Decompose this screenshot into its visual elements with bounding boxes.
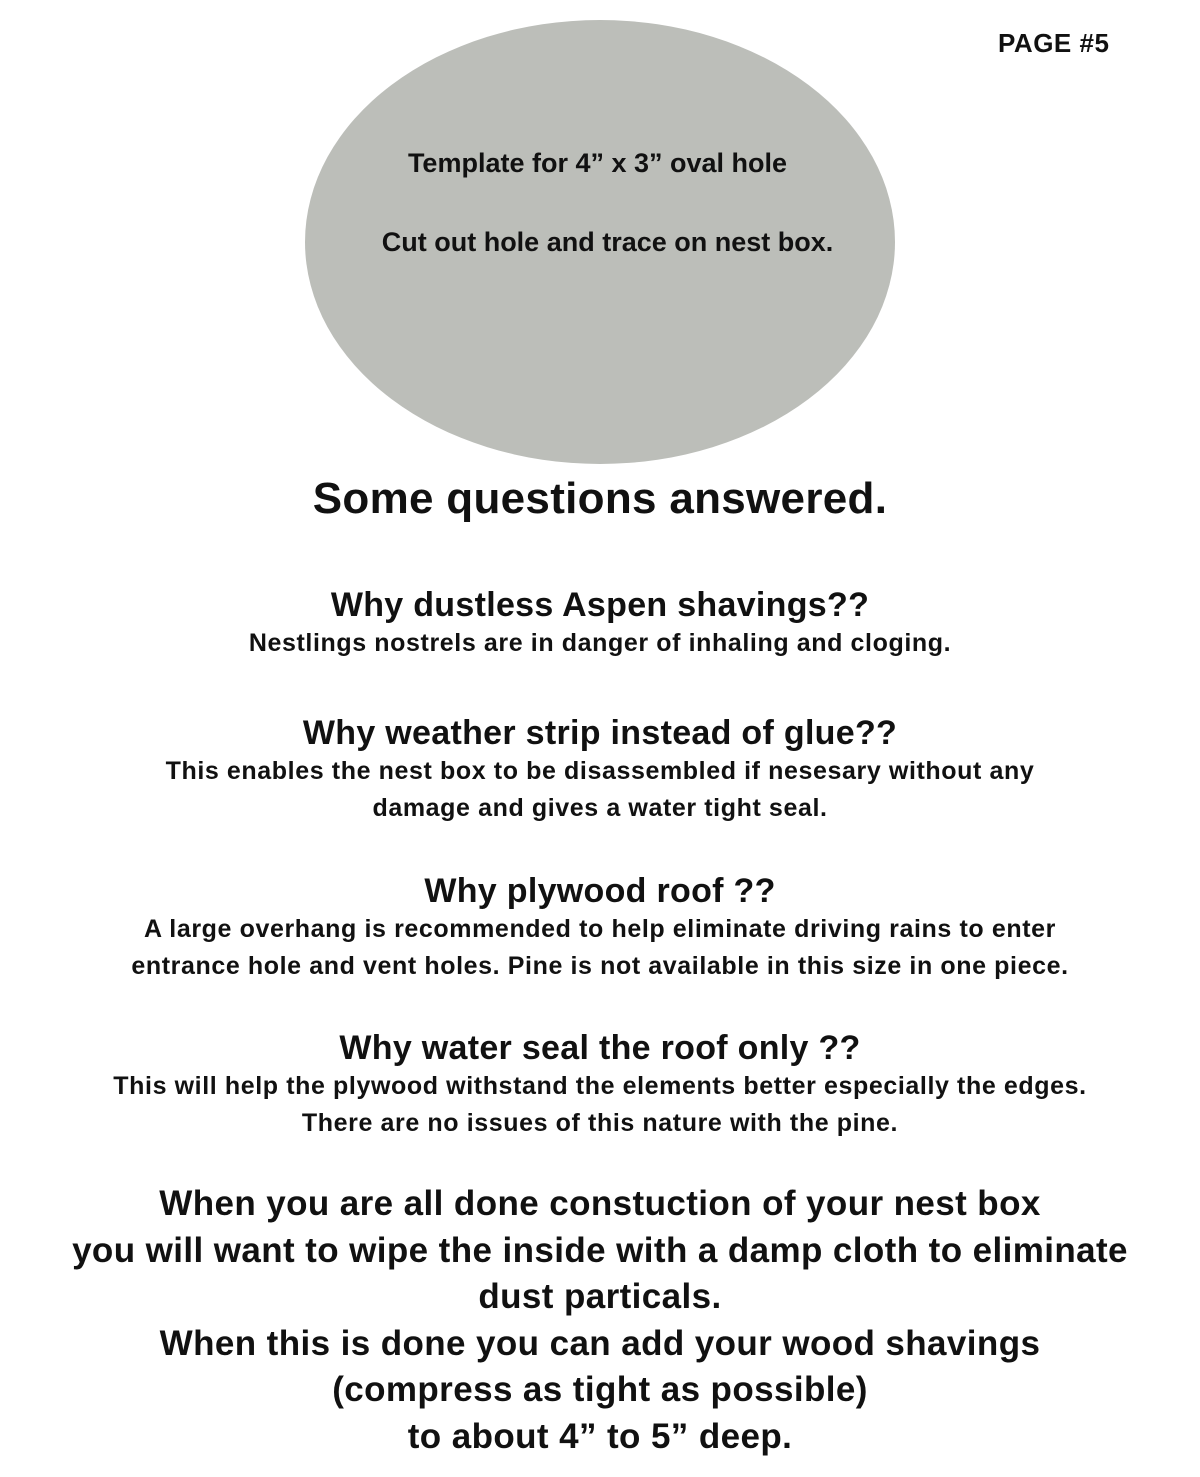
page-number: PAGE #5 <box>998 28 1110 58</box>
answer-line: This will help the plywood withstand the elements better especially the edges. <box>113 1072 1087 1100</box>
closing-line: (compress as tight as possible) <box>332 1370 868 1409</box>
closing-line: you will want to wipe the inside with a damp cloth to eliminate <box>72 1230 1128 1270</box>
answer-line: A large overhang is recommended to help eliminate driving rains to enter <box>144 915 1056 943</box>
question: Why plywood roof ?? <box>424 872 776 910</box>
qa-block-aspen <box>0 585 1200 662</box>
answer-line: entrance hole and vent holes. Pine is not available in this size in one piece. <box>131 952 1069 980</box>
qa-block-plywood-roof <box>0 871 1200 985</box>
question: Why dustless Aspen shavings?? <box>330 586 870 624</box>
answer-line: damage and gives a water tight seal. <box>372 794 828 822</box>
closing-instructions <box>0 1181 1200 1460</box>
template-caption: Template for 4” x 3” oval hole <box>407 148 788 178</box>
question: Why water seal the roof only ?? <box>339 1029 861 1067</box>
section-heading: Some questions answered. <box>312 474 888 523</box>
qa-block-water-seal <box>0 1028 1200 1142</box>
answer-line: Nestlings nostrels are in danger of inhaling and cloging. <box>248 629 952 657</box>
closing-line: When this is done you can add your wood shavings <box>159 1323 1041 1363</box>
closing-line: When you are all done constuction of your nest box <box>159 1184 1041 1223</box>
template-instruction: Cut out hole and trace on nest box. <box>381 227 834 257</box>
closing-line: to about 4” to 5” deep. <box>407 1416 793 1456</box>
closing-line: dust particals. <box>478 1277 722 1316</box>
qa-block-weather-strip <box>0 713 1200 827</box>
question: Why weather strip instead of glue?? <box>302 714 898 752</box>
answer-line: This enables the nest box to be disassembled if nesesary without any <box>165 757 1035 785</box>
answer-line: There are no issues of this nature with the pine. <box>301 1109 899 1137</box>
